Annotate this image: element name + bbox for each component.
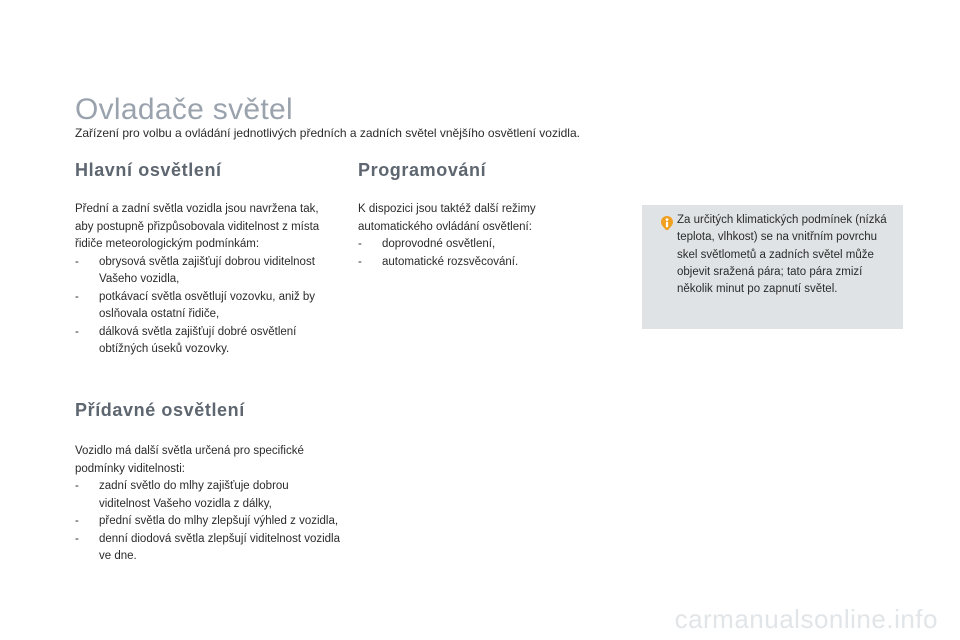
info-icon <box>659 215 675 231</box>
additional-lighting-heading: Přídavné osvětlení <box>75 400 245 420</box>
page-title: Ovladače světel <box>75 93 293 126</box>
list-item: - automatické rozsvěcování. <box>358 254 563 272</box>
additional-lighting-intro: Vozidlo má další světla určená pro specifické podmínky viditelnosti: <box>75 445 304 475</box>
main-lighting-intro: Přední a zadní světla vozidla jsou navržena tak, aby postupně přizpůsobovala viditelnost z místa řidiče meteorologickým podmínkám: <box>75 203 320 250</box>
programming-heading: Programování <box>358 160 487 180</box>
watermark: carmanualsonline.info <box>674 604 938 634</box>
list-item: - doprovodné osvětlení, <box>358 236 563 254</box>
list-item: - obrysová světla zajišťují dobrou viditelnost Vašeho vozidla, <box>75 254 340 289</box>
programming-section <box>358 201 563 271</box>
additional-lighting-list <box>75 478 340 566</box>
page-subtitle: Zařízení pro volbu a ovládání jednotlivých předních a zadních světel vnějšího osvětlení vozidla. <box>75 126 580 140</box>
list-item: - přední světla do mlhy zlepšují výhled z vozidla, <box>75 513 340 531</box>
programming-list <box>358 236 563 271</box>
list-item: - dálková světla zajišťují dobré osvětlení obtížných úseků vozovky. <box>75 324 340 359</box>
list-item: - zadní světlo do mlhy zajišťuje dobrou viditelnost Vašeho vozidla z dálky, <box>75 478 340 513</box>
main-lighting-section <box>75 201 340 359</box>
main-lighting-heading: Hlavní osvětlení <box>75 160 222 180</box>
info-note-text: Za určitých klimatických podmínek (nízká teplota, vlhkost) se na vnitřním povrchu skel světlometů a zadních světel může objevit sražená pára; tato pára zmizí několik minut po zapnutí světel. <box>677 214 887 296</box>
programming-intro: K dispozici jsou taktéž další režimy automatického ovládání osvětlení: <box>358 203 536 233</box>
list-item: - potkávací světla osvětlují vozovku, aniž by oslňovala ostatní řidiče, <box>75 289 340 324</box>
list-item: - denní diodová světla zlepšují viditelnost vozidla ve dne. <box>75 531 340 566</box>
additional-lighting-section <box>75 443 340 566</box>
main-lighting-list <box>75 254 340 359</box>
info-note-box <box>642 205 903 329</box>
